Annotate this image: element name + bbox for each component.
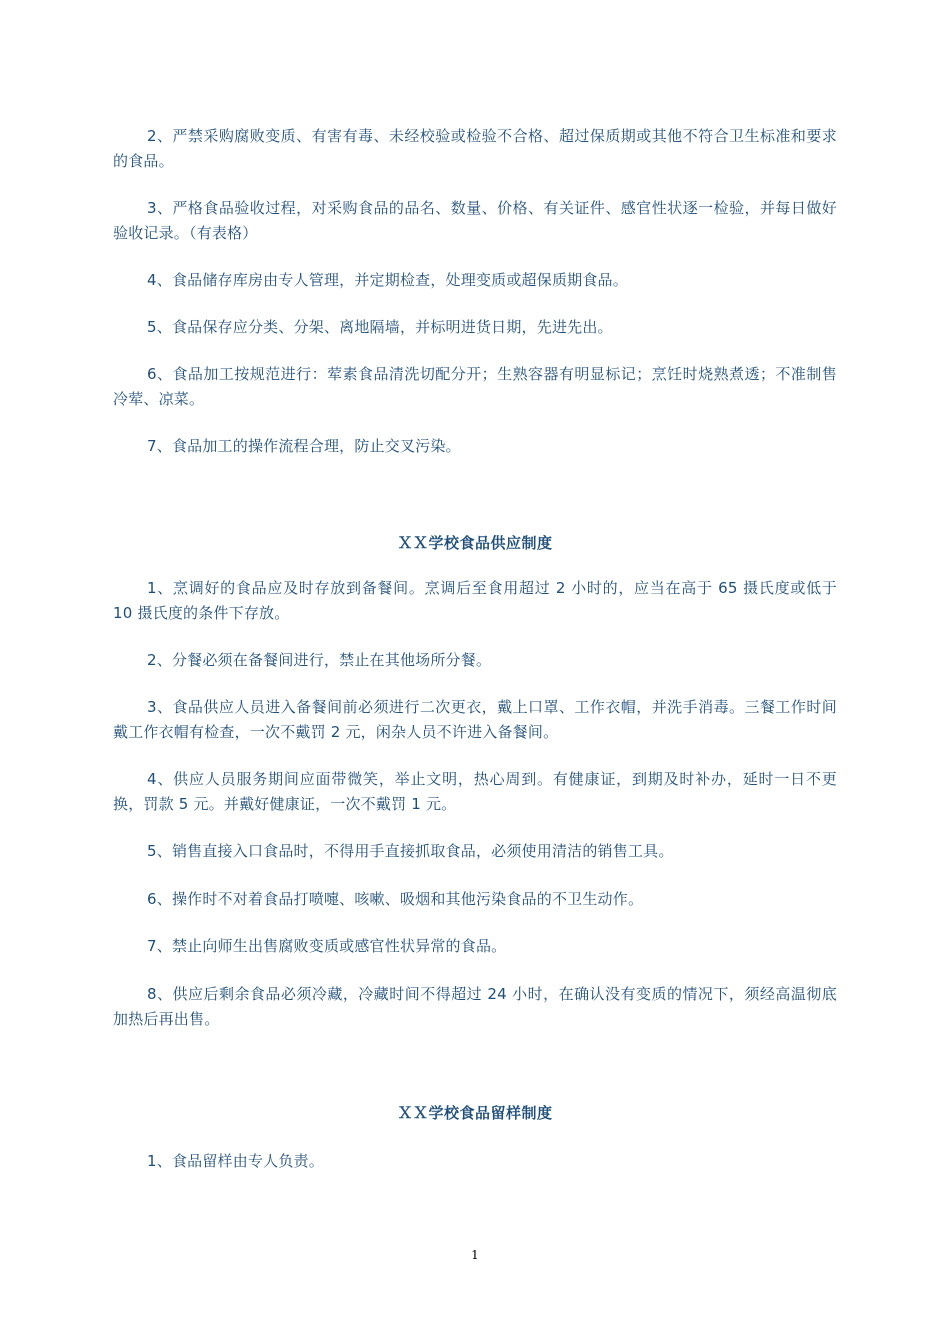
sample-item-1: 1、食品留样由专人负责。 xyxy=(147,1152,324,1170)
procurement-item-7: 7、食品加工的操作流程合理，防止交叉污染。 xyxy=(147,437,461,455)
supply-item-4: 4、供应人员服务期间应面带微笑，举止文明，热心周到。有健康证，到期及时补办，延时一日不更换，罚款 5 元。并戴好健康证，一次不戴罚 1 元。 xyxy=(113,770,837,813)
procurement-item-6: 6、食品加工按规范进行：荤素食品清洗切配分开；生熟容器有明显标记；烹饪时烧熟煮透；不准制售冷荤、凉菜。 xyxy=(113,365,837,408)
supply-item-5: 5、销售直接入口食品时，不得用手直接抓取食品，必须使用清洁的销售工具。 xyxy=(147,842,674,860)
procurement-item-5: 5、食品保存应分类、分架、离地隔墙，并标明进货日期，先进先出。 xyxy=(147,318,613,336)
supply-item-3: 3、食品供应人员进入备餐间前必须进行二次更衣，戴上口罩、工作衣帽，并洗手消毒。三餐工作时间戴工作衣帽有检查，一次不戴罚 2 元，闲杂人员不许进入备餐间。 xyxy=(113,698,837,741)
supply-item-2: 2、分餐必须在备餐间进行，禁止在其他场所分餐。 xyxy=(147,651,492,669)
page-number: 1 xyxy=(471,1248,479,1262)
procurement-item-4: 4、食品储存库房由专人管理，并定期检查，处理变质或超保质期食品。 xyxy=(147,271,628,289)
sample-section-title: ＸＸ学校食品留样制度 xyxy=(397,1104,553,1122)
supply-item-8: 8、供应后剩余食品必须冷藏，冷藏时间不得超过 24 小时，在确认没有变质的情况下，须经高温彻底加热后再出售。 xyxy=(113,985,837,1028)
supply-item-7: 7、禁止向师生出售腐败变质或感官性状异常的食品。 xyxy=(147,937,507,955)
supply-section-title: ＸＸ学校食品供应制度 xyxy=(397,534,553,552)
procurement-item-3: 3、严格食品验收过程，对采购食品的品名、数量、价格、有关证件、感官性状逐一检验，并每日做好验收记录。（有表格） xyxy=(113,199,837,242)
procurement-item-2: 2、严禁采购腐败变质、有害有毒、未经校验或检验不合格、超过保质期或其他不符合卫生标准和要求的食品。 xyxy=(113,127,837,170)
supply-item-1: 1、烹调好的食品应及时存放到备餐间。烹调后至食用超过 2 小时的，应当在高于 65 摄氏度或低于 10 摄氏度的条件下存放。 xyxy=(113,579,837,622)
supply-item-6: 6、操作时不对着食品打喷嚏、咳嗽、吸烟和其他污染食品的不卫生动作。 xyxy=(147,890,644,908)
